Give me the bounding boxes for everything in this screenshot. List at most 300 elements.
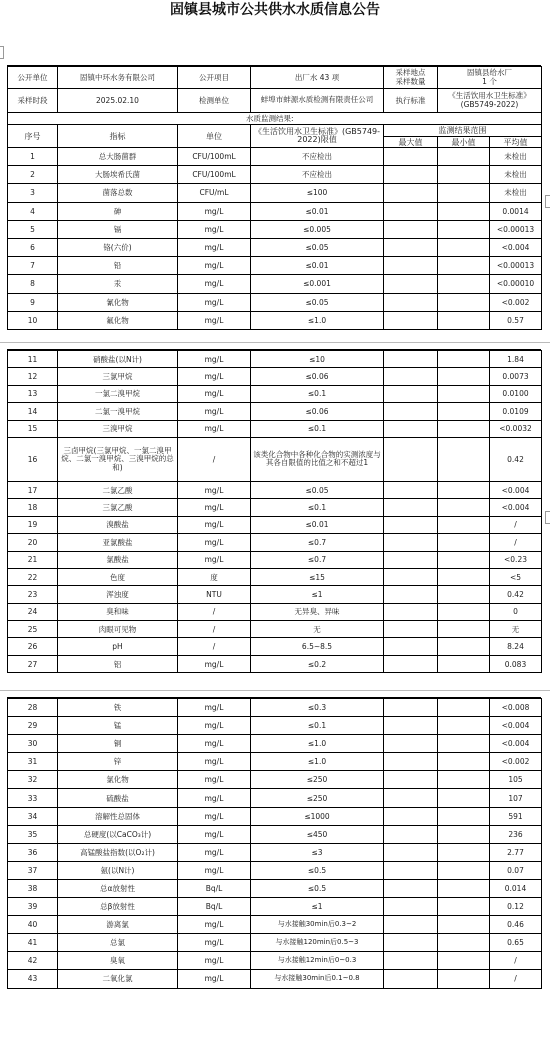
cell-min [438,257,490,275]
cell-max [384,638,438,655]
cell-unit: mg/L [178,861,251,879]
cell-unit: mg/L [178,843,251,861]
col-header-range: 监测结果范围 [384,125,542,137]
cell-max [384,699,438,717]
item-label: 公开项目 [178,67,251,89]
cell-indicator: 铁 [58,699,178,717]
water-quality-table-part-3 [7,698,542,989]
cell-limit: ≤0.7 [251,551,384,568]
cell-unit: / [178,437,251,481]
left-resize-handle[interactable] [0,46,4,59]
cell-unit: mg/L [178,385,251,402]
cell-max [384,603,438,620]
cell-no: 39 [8,898,58,916]
cell-limit: ≤0.05 [251,481,384,498]
cell-limit: ≤15 [251,568,384,585]
cell-avg: <0.00013 [490,257,542,275]
table-page-2 [7,350,541,673]
cell-avg: / [490,970,542,988]
cell-avg: <0.004 [490,717,542,735]
cell-no: 8 [8,275,58,293]
cell-unit: mg/L [178,655,251,672]
cell-indicator: 肉眼可见物 [58,621,178,638]
cell-min [438,220,490,238]
site-value: 固镇县给水厂 [467,68,512,77]
cell-avg: <0.008 [490,699,542,717]
page-break [0,690,550,691]
cell-min [438,638,490,655]
cell-no: 13 [8,385,58,402]
cell-avg: / [490,516,542,533]
cell-min [438,403,490,420]
cell-indicator: 臭和味 [58,603,178,620]
cell-min [438,568,490,585]
cell-unit: / [178,638,251,655]
cell-unit: mg/L [178,717,251,735]
cell-avg: <5 [490,568,542,585]
cell-min [438,717,490,735]
cell-min [438,238,490,256]
cell-max [384,916,438,934]
cell-min [438,655,490,672]
cell-unit: mg/L [178,516,251,533]
table-row [8,534,542,551]
cell-unit: mg/L [178,499,251,516]
cell-unit: mg/L [178,735,251,753]
count-label: 采样数量 [395,76,426,86]
cell-no: 5 [8,220,58,238]
cell-indicator: 铝 [58,655,178,672]
cell-limit: 与水接触12min后0~0.3 [251,952,384,970]
cell-indicator: 总β放射性 [58,898,178,916]
cell-avg: 2.77 [490,843,542,861]
table-row [8,385,542,402]
cell-avg: / [490,534,542,551]
std-label: 执行标准 [384,89,438,113]
cell-min [438,771,490,789]
cell-no: 30 [8,735,58,753]
table-row [8,293,542,311]
table-row [8,403,542,420]
cell-limit: ≤0.005 [251,220,384,238]
col-header-max: 最大值 [384,137,438,148]
cell-limit: ≤0.05 [251,293,384,311]
cell-indicator: 三卤甲烷(三氯甲烷、一氯二溴甲烷、二氯一溴甲烷、三溴甲烷的总和) [58,437,178,481]
cell-limit: ≤0.7 [251,534,384,551]
col-header-no: 序号 [8,125,58,148]
cell-max [384,437,438,481]
cell-avg: 0.0109 [490,403,542,420]
cell-avg: <0.002 [490,753,542,771]
cell-max [384,238,438,256]
cell-unit: mg/L [178,481,251,498]
cell-max [384,257,438,275]
cell-indicator: 氯化物 [58,771,178,789]
page-break [0,342,550,343]
cell-avg: <0.004 [490,238,542,256]
cell-indicator: 硝酸盐(以N计) [58,351,178,368]
cell-min [438,481,490,498]
cell-unit: Bq/L [178,879,251,897]
cell-unit: mg/L [178,699,251,717]
site-count-value [438,67,542,89]
cell-max [384,481,438,498]
cell-no: 10 [8,311,58,329]
cell-indicator: 总硬度(以CaCO₃计) [58,825,178,843]
section-label: 水质监测结果: [8,113,542,125]
cell-max [384,184,438,202]
cell-limit: ≤100 [251,184,384,202]
cell-limit: 无异臭、异味 [251,603,384,620]
cell-indicator: 铜 [58,735,178,753]
cell-avg: 0.46 [490,916,542,934]
table-row [8,879,542,897]
cell-no: 22 [8,568,58,585]
cell-avg: <0.002 [490,293,542,311]
cell-limit: ≤0.01 [251,202,384,220]
right-resize-handle[interactable] [545,195,550,208]
cell-avg: 0.0100 [490,385,542,402]
table-row [8,861,542,879]
cell-no: 21 [8,551,58,568]
col-header-avg: 平均值 [490,137,542,148]
cell-unit: mg/L [178,771,251,789]
cell-avg: 105 [490,771,542,789]
cell-no: 20 [8,534,58,551]
cell-indicator: 菌落总数 [58,184,178,202]
cell-indicator: 三氯乙酸 [58,499,178,516]
cell-indicator: 铬(六价) [58,238,178,256]
cell-indicator: 汞 [58,275,178,293]
cell-no: 18 [8,499,58,516]
table-row [8,735,542,753]
cell-no: 12 [8,368,58,385]
cell-limit: ≤0.1 [251,499,384,516]
cell-max [384,753,438,771]
cell-min [438,351,490,368]
table-row [8,916,542,934]
cell-unit: mg/L [178,202,251,220]
table-row [8,202,542,220]
cell-avg: 未检出 [490,184,542,202]
cell-min [438,952,490,970]
cell-avg: 591 [490,807,542,825]
cell-max [384,351,438,368]
table-row [8,586,542,603]
cell-no: 17 [8,481,58,498]
cell-max [384,952,438,970]
cell-indicator: 总氯 [58,934,178,952]
col-header-min: 最小值 [438,137,490,148]
page-title: 固镇县城市公共供水水质信息公告 [170,2,380,18]
cell-unit: mg/L [178,368,251,385]
table-row [8,568,542,585]
cell-avg: <0.00013 [490,220,542,238]
cell-unit: mg/L [178,238,251,256]
cell-limit: ≤0.3 [251,699,384,717]
cell-indicator: 游离氯 [58,916,178,934]
cell-avg: 0.014 [490,879,542,897]
cell-max [384,735,438,753]
cell-min [438,753,490,771]
cell-max [384,717,438,735]
cell-no: 11 [8,351,58,368]
cell-limit: 6.5~8.5 [251,638,384,655]
cell-unit: mg/L [178,789,251,807]
table-row [8,952,542,970]
cell-avg: 236 [490,825,542,843]
std-value: 《生活饮用水卫生标准》(GB5749-2022) [438,89,542,113]
cell-min [438,807,490,825]
table-row [8,220,542,238]
table-row [8,843,542,861]
cell-indicator: 硫酸盐 [58,789,178,807]
cell-min [438,385,490,402]
table-row [8,970,542,988]
table-row [8,621,542,638]
cell-no: 41 [8,934,58,952]
cell-min [438,275,490,293]
table-row [8,368,542,385]
cell-avg: <0.0032 [490,420,542,437]
cell-min [438,202,490,220]
cell-unit: mg/L [178,753,251,771]
table-row [8,603,542,620]
cell-no: 14 [8,403,58,420]
cell-max [384,825,438,843]
cell-unit: mg/L [178,351,251,368]
site-count-label [384,67,438,89]
water-quality-table-part-1 [7,66,542,330]
cell-avg: 0.42 [490,586,542,603]
cell-min [438,934,490,952]
cell-unit: CFU/100mL [178,148,251,166]
cell-avg: <0.23 [490,551,542,568]
table-row [8,311,542,329]
cell-limit: ≤1 [251,586,384,603]
cell-unit: NTU [178,586,251,603]
cell-unit: mg/L [178,257,251,275]
cell-min [438,898,490,916]
cell-avg: 未检出 [490,148,542,166]
cell-no: 9 [8,293,58,311]
cell-min [438,621,490,638]
cell-indicator: 二氯一溴甲烷 [58,403,178,420]
cell-indicator: 氨(以N计) [58,861,178,879]
cell-max [384,568,438,585]
cell-no: 38 [8,879,58,897]
cell-max [384,148,438,166]
table-row [8,789,542,807]
cell-indicator: 色度 [58,568,178,585]
table-row [8,771,542,789]
cell-max [384,586,438,603]
cell-limit: 无 [251,621,384,638]
cell-limit: ≤0.5 [251,861,384,879]
cell-unit: mg/L [178,934,251,952]
cell-avg: 0.65 [490,934,542,952]
right-resize-handle[interactable] [545,511,550,524]
table-row [8,825,542,843]
cell-unit: mg/L [178,275,251,293]
cell-no: 6 [8,238,58,256]
cell-no: 37 [8,861,58,879]
cell-limit: ≤1000 [251,807,384,825]
cell-limit: 与水接触120min后0.5~3 [251,934,384,952]
cell-no: 1 [8,148,58,166]
cell-unit: mg/L [178,311,251,329]
cell-min [438,551,490,568]
cell-limit: ≤1 [251,898,384,916]
unit-value: 固镇中环水务有限公司 [58,67,178,89]
table-row [8,699,542,717]
cell-avg: 0.0014 [490,202,542,220]
cell-no: 32 [8,771,58,789]
cell-indicator: 铅 [58,257,178,275]
cell-indicator: 一氯二溴甲烷 [58,385,178,402]
cell-limit: ≤0.2 [251,655,384,672]
cell-unit: mg/L [178,220,251,238]
item-value: 出厂水 43 项 [251,67,384,89]
cell-unit: mg/L [178,534,251,551]
cell-limit: ≤1.0 [251,735,384,753]
cell-avg: 0.0073 [490,368,542,385]
table-row [8,499,542,516]
cell-unit: mg/L [178,807,251,825]
cell-max [384,621,438,638]
cell-max [384,655,438,672]
cell-min [438,499,490,516]
cell-indicator: pH [58,638,178,655]
table-row [8,934,542,952]
cell-no: 33 [8,789,58,807]
cell-limit: 与水接触30min后0.1~0.8 [251,970,384,988]
cell-limit: 不应检出 [251,148,384,166]
cell-indicator: 二氯乙酸 [58,481,178,498]
count-value: 1 个 [482,76,497,86]
cell-no: 43 [8,970,58,988]
cell-unit: mg/L [178,970,251,988]
cell-limit: 不应检出 [251,166,384,184]
cell-no: 4 [8,202,58,220]
cell-no: 3 [8,184,58,202]
cell-no: 15 [8,420,58,437]
cell-max [384,807,438,825]
cell-max [384,368,438,385]
cell-max [384,771,438,789]
cell-max [384,898,438,916]
cell-limit: ≤0.5 [251,879,384,897]
cell-limit: ≤0.1 [251,717,384,735]
table-row [8,638,542,655]
lab-label: 检测单位 [178,89,251,113]
cell-avg: 0.12 [490,898,542,916]
table-row [8,351,542,368]
cell-avg: 0.57 [490,311,542,329]
cell-min [438,699,490,717]
cell-no: 35 [8,825,58,843]
cell-indicator: 氟化物 [58,311,178,329]
cell-min [438,861,490,879]
cell-no: 31 [8,753,58,771]
table-row [8,420,542,437]
table-row [8,257,542,275]
cell-unit: mg/L [178,420,251,437]
cell-no: 28 [8,699,58,717]
cell-max [384,861,438,879]
cell-limit: 该类化合物中各种化合物的实测浓度与其各自限值的比值之和不超过1 [251,437,384,481]
cell-no: 42 [8,952,58,970]
cell-min [438,879,490,897]
table-row [8,898,542,916]
cell-min [438,368,490,385]
cell-avg: 无 [490,621,542,638]
cell-avg: / [490,952,542,970]
cell-no: 2 [8,166,58,184]
cell-limit: ≤0.1 [251,420,384,437]
cell-indicator: 总α放射性 [58,879,178,897]
cell-min [438,534,490,551]
cell-no: 19 [8,516,58,533]
cell-limit: ≤250 [251,789,384,807]
cell-avg: 0.07 [490,861,542,879]
cell-unit: mg/L [178,403,251,420]
cell-indicator: 三溴甲烷 [58,420,178,437]
cell-limit: 与水接触30min后0.3~2 [251,916,384,934]
cell-min [438,916,490,934]
cell-no: 24 [8,603,58,620]
cell-max [384,789,438,807]
cell-max [384,934,438,952]
cell-avg: 未检出 [490,166,542,184]
cell-min [438,293,490,311]
cell-no: 16 [8,437,58,481]
table-row [8,184,542,202]
cell-min [438,184,490,202]
cell-avg: 8.24 [490,638,542,655]
cell-unit: / [178,621,251,638]
cell-limit: ≤0.06 [251,368,384,385]
cell-avg: 0.083 [490,655,542,672]
cell-min [438,603,490,620]
cell-unit: CFU/mL [178,184,251,202]
cell-limit: ≤0.06 [251,403,384,420]
cell-max [384,311,438,329]
lab-value: 蚌埠市蚌源水质检测有限责任公司 [251,89,384,113]
site-label: 采样地点 [395,68,426,77]
cell-indicator: 溴酸盐 [58,516,178,533]
cell-max [384,879,438,897]
cell-avg: <0.004 [490,481,542,498]
cell-unit: mg/L [178,825,251,843]
time-label: 采样时段 [8,89,58,113]
cell-limit: ≤10 [251,351,384,368]
table-row [8,148,542,166]
cell-indicator: 总大肠菌群 [58,148,178,166]
table-row [8,238,542,256]
cell-limit: ≤250 [251,771,384,789]
cell-avg: 0 [490,603,542,620]
cell-unit: mg/L [178,952,251,970]
cell-indicator: 锌 [58,753,178,771]
cell-indicator: 氯酸盐 [58,551,178,568]
unit-label: 公开单位 [8,67,58,89]
cell-indicator: 三氯甲烷 [58,368,178,385]
cell-unit: / [178,603,251,620]
cell-max [384,202,438,220]
cell-limit: ≤0.01 [251,516,384,533]
cell-indicator: 镉 [58,220,178,238]
